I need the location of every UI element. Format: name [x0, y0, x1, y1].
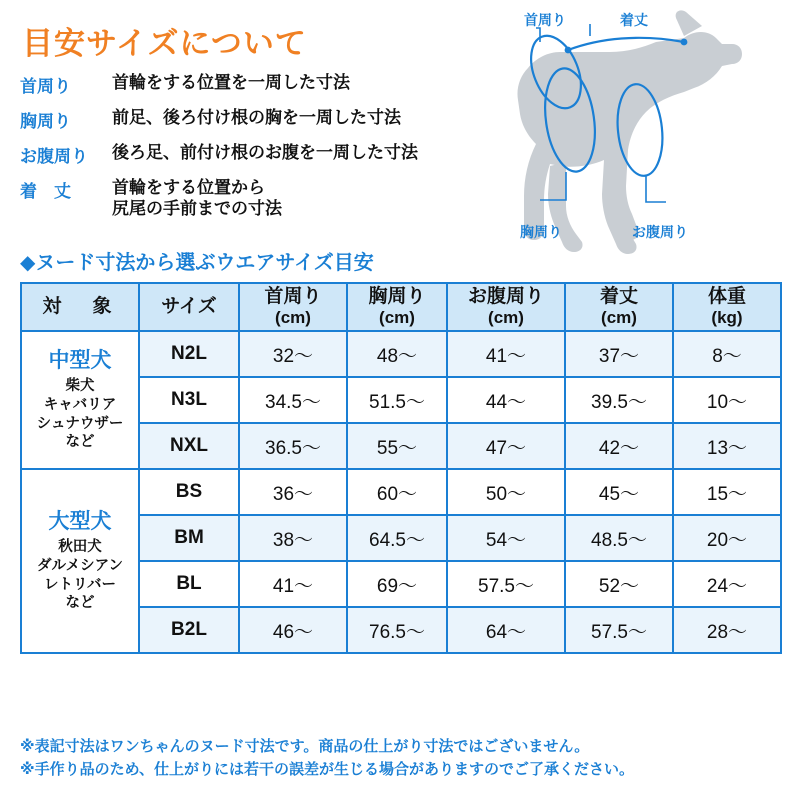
- legend-term: 胸周り: [20, 112, 71, 131]
- label-length-top: 着丈: [620, 12, 648, 28]
- cell-length: 52〜: [565, 561, 673, 607]
- legend-definition: 首輪をする位置を一周した寸法: [112, 73, 350, 92]
- cell-neck: 41〜: [239, 561, 347, 607]
- cell-weight: 13〜: [673, 423, 781, 469]
- page-title: 目安サイズについて: [22, 26, 307, 61]
- cell-length: 57.5〜: [565, 607, 673, 653]
- legend-item: [20, 107, 480, 132]
- column-header-neck: 首周り (cm): [239, 283, 347, 331]
- size-table: [20, 282, 782, 654]
- cell-neck: 36〜: [239, 469, 347, 515]
- cell-size: BS: [139, 469, 239, 515]
- cell-belly: 64〜: [447, 607, 565, 653]
- cell-neck: 36.5〜: [239, 423, 347, 469]
- legend-item: [20, 72, 480, 97]
- cell-length: 48.5〜: [565, 515, 673, 561]
- section-heading: ◆ヌード寸法から選ぶウエアサイズ目安: [20, 252, 374, 274]
- legend-item: [20, 142, 480, 167]
- label-belly-bottom: お腹周り: [632, 224, 688, 240]
- column-header-belly: お腹周り (cm): [447, 283, 565, 331]
- cell-belly: 50〜: [447, 469, 565, 515]
- table-header: [21, 283, 781, 331]
- legend-item: [20, 177, 480, 220]
- column-header-weight: 体重 (kg): [673, 283, 781, 331]
- cell-chest: 51.5〜: [347, 377, 447, 423]
- measurement-legend: [20, 72, 480, 230]
- cell-weight: 10〜: [673, 377, 781, 423]
- cell-weight: 20〜: [673, 515, 781, 561]
- cell-length: 37〜: [565, 331, 673, 377]
- cell-belly: 57.5〜: [447, 561, 565, 607]
- cell-size: N2L: [139, 331, 239, 377]
- legend-definition-line2: 尻尾の手前までの寸法: [112, 199, 282, 219]
- legend-definition-group: [112, 177, 282, 220]
- cell-size: BL: [139, 561, 239, 607]
- column-header-chest: 胸周り (cm): [347, 283, 447, 331]
- cell-chest: 60〜: [347, 469, 447, 515]
- cell-neck: 34.5〜: [239, 377, 347, 423]
- dog-diagram: [470, 0, 800, 265]
- cell-size: B2L: [139, 607, 239, 653]
- cell-size: N3L: [139, 377, 239, 423]
- cell-weight: 24〜: [673, 561, 781, 607]
- cell-length: 42〜: [565, 423, 673, 469]
- cell-size: NXL: [139, 423, 239, 469]
- cell-length: 39.5〜: [565, 377, 673, 423]
- table-row: [21, 469, 781, 515]
- column-header-target: 対 象: [21, 283, 139, 331]
- cell-chest: 64.5〜: [347, 515, 447, 561]
- cell-size: BM: [139, 515, 239, 561]
- cell-weight: 8〜: [673, 331, 781, 377]
- cell-weight: 28〜: [673, 607, 781, 653]
- cell-neck: 32〜: [239, 331, 347, 377]
- label-chest-bottom: 胸周り: [520, 224, 562, 240]
- cell-neck: 38〜: [239, 515, 347, 561]
- cell-chest: 55〜: [347, 423, 447, 469]
- group-cell-medium: 中型犬 柴犬 キャバリア シュナウザー など: [21, 331, 139, 469]
- cell-chest: 69〜: [347, 561, 447, 607]
- table-row: [21, 331, 781, 377]
- footnote: ※手作り品のため、仕上がりには若干の誤差が生じる場合がありますのでご了承ください。: [20, 761, 634, 779]
- group-cell-large: 大型犬 秋田犬 ダルメシアン レトリバー など: [21, 469, 139, 653]
- table-body: [21, 331, 781, 653]
- legend-definition: 首輪をする位置から: [112, 178, 265, 197]
- cell-chest: 48〜: [347, 331, 447, 377]
- footnote: ※表記寸法はワンちゃんのヌード寸法です。商品の仕上がり寸法ではございません。: [20, 738, 590, 755]
- legend-term: 着 丈: [20, 182, 71, 201]
- cell-belly: 54〜: [447, 515, 565, 561]
- legend-definition: 前足、後ろ付け根の胸を一周した寸法: [112, 108, 401, 127]
- legend-definition: 後ろ足、前付け根のお腹を一周した寸法: [112, 143, 418, 162]
- cell-neck: 46〜: [239, 607, 347, 653]
- cell-chest: 76.5〜: [347, 607, 447, 653]
- column-header-size: サイズ: [139, 283, 239, 331]
- cell-weight: 15〜: [673, 469, 781, 515]
- label-neck-top: 首周り: [524, 12, 566, 28]
- cell-belly: 47〜: [447, 423, 565, 469]
- cell-belly: 41〜: [447, 331, 565, 377]
- legend-term: お腹周り: [20, 147, 88, 166]
- cell-length: 45〜: [565, 469, 673, 515]
- cell-belly: 44〜: [447, 377, 565, 423]
- footnotes: [20, 735, 790, 782]
- column-header-length: 着丈 (cm): [565, 283, 673, 331]
- legend-term: 首周り: [20, 77, 71, 96]
